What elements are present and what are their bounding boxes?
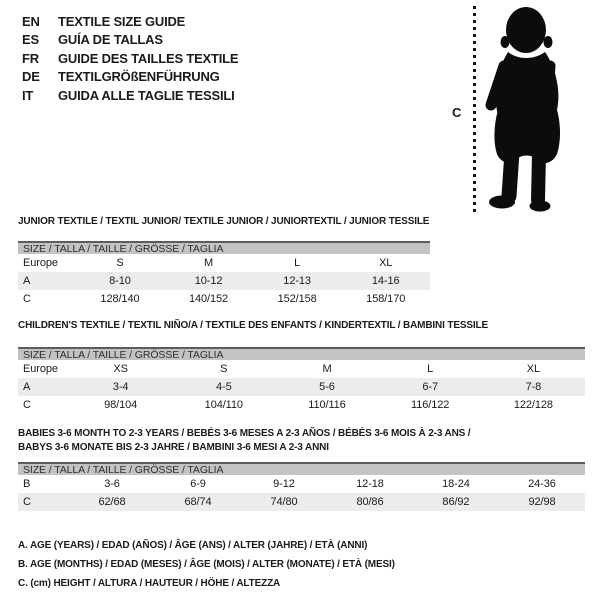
size-cell: 128/140 (100, 292, 140, 305)
row-label: Europe (23, 256, 58, 269)
table-row-age (18, 272, 430, 290)
height-c-label: C (452, 105, 462, 120)
footnote-b: B. AGE (MONTHS) / EDAD (MESES) / ÂGE (MOIS) / ALTER (MONATE) / ETÀ (MESI) (18, 559, 395, 570)
section-title-line: BABIES 3-6 MONTH TO 2-3 YEARS / BEBÉS 3-6 MESES A 2-3 AÑOS / BÉBÉS 3-6 MOIS À 2-3 ANS / (18, 428, 471, 439)
size-cell: 158/170 (366, 292, 406, 305)
children-section-title (18, 319, 585, 333)
size-cell: 5-6 (319, 380, 335, 393)
babies-section-title (18, 427, 585, 454)
size-cell: 7-8 (525, 380, 542, 393)
row-label: C (23, 398, 31, 411)
size-cell: 98/104 (104, 398, 138, 411)
size-cell: 122/128 (513, 398, 553, 411)
size-cell: L (294, 256, 301, 269)
row-label: A (23, 274, 31, 287)
size-cell: 6-7 (422, 380, 438, 393)
language-code: ES (22, 32, 39, 48)
size-cell: L (427, 362, 434, 375)
size-cell: 12-18 (356, 478, 384, 490)
size-cell: 3-6 (104, 478, 120, 490)
size-cell: S (220, 362, 228, 375)
size-cell: 104/110 (204, 398, 243, 411)
language-title: TEXTILE SIZE GUIDE (58, 13, 186, 29)
table-row-height (18, 396, 585, 414)
size-cell: 12-13 (283, 274, 311, 287)
language-row-de (22, 68, 238, 87)
table-row-height (18, 290, 430, 308)
language-row-en (22, 12, 238, 31)
size-cell: 74/80 (270, 496, 298, 508)
size-cell: M (204, 256, 214, 269)
row-label: C (23, 496, 31, 508)
size-cell: M (322, 362, 332, 375)
children-size-table (18, 360, 585, 414)
size-cell: 110/116 (308, 398, 346, 411)
size-cell: 152/158 (277, 292, 317, 305)
babies-size-header-bar: SIZE / TALLA / TAILLE / GRÖSSE / TAGLIA (18, 462, 585, 475)
size-cell: 9-12 (273, 478, 295, 490)
size-cell: 86/92 (442, 496, 470, 508)
baby-height-figure (440, 0, 600, 220)
junior-section (18, 215, 430, 308)
junior-size-header-bar: SIZE / TALLA / TAILLE / GRÖSSE / TAGLIA (18, 241, 430, 254)
table-row-height (18, 493, 585, 511)
junior-section-title (18, 215, 430, 229)
language-title: GUIDE DES TAILLES TEXTILE (58, 50, 239, 66)
table-row-age (18, 378, 585, 396)
size-cell: 3-4 (112, 380, 129, 393)
section-title-line: BABYS 3-6 MONATE BIS 2-3 JAHRE / BAMBINI 3-6 MESI A 2-3 ANNI (18, 441, 329, 453)
language-row-es (22, 31, 238, 50)
language-title: TEXTILGRÖßENFÜHRUNG (58, 69, 220, 85)
size-cell: 18-24 (442, 478, 470, 490)
size-cell: XL (379, 256, 393, 269)
footnote-c: C. (cm) HEIGHT / ALTURA / HAUTEUR / HÖHE / ALTEZZA (18, 578, 281, 589)
size-cell: 10-12 (194, 274, 223, 287)
size-cell: S (116, 256, 124, 269)
size-cell: 8-10 (109, 274, 131, 287)
size-cell: 92/98 (528, 496, 556, 508)
row-label: Europe (23, 362, 58, 375)
section-title-line: JUNIOR TEXTILE / TEXTIL JUNIOR/ TEXTILE JUNIOR / JUNIORTEXTIL / JUNIOR TESSILE (18, 216, 430, 227)
language-list (22, 12, 238, 105)
language-code: FR (22, 50, 39, 66)
row-label: B (23, 478, 31, 490)
table-row-europe (18, 360, 585, 378)
babies-section (18, 427, 585, 511)
size-cell: 62/68 (98, 496, 126, 508)
size-cell: 4-5 (215, 380, 232, 393)
language-code: DE (22, 69, 40, 85)
size-cell: 116/122 (411, 398, 450, 411)
size-cell: XS (113, 362, 128, 375)
legend-footnotes (18, 536, 395, 593)
table-row-europe (18, 254, 430, 272)
footnote-a: A. AGE (YEARS) / EDAD (AÑOS) / ÂGE (ANS) / ALTER (JAHRE) / ETÀ (ANNI) (18, 540, 368, 551)
row-label: C (23, 292, 31, 305)
size-cell: 6-9 (190, 478, 206, 490)
size-cell: 24-36 (528, 478, 556, 490)
language-code: IT (22, 87, 34, 103)
size-cell: 140/152 (189, 292, 229, 305)
language-row-fr (22, 49, 238, 68)
junior-size-table (18, 254, 430, 308)
size-cell: 14-16 (371, 274, 400, 287)
size-cell: 80/86 (356, 496, 384, 508)
children-size-header-bar: SIZE / TALLA / TAILLE / GRÖSSE / TAGLIA (18, 347, 585, 360)
babies-size-table (18, 475, 585, 511)
section-title-line: CHILDREN'S TEXTILE / TEXTIL NIÑO/A / TEXTILE DES ENFANTS / KINDERTEXTIL / BAMBINI TESSILE (18, 320, 488, 331)
children-section (18, 319, 585, 414)
size-cell: 68/74 (184, 496, 212, 508)
language-code: EN (22, 13, 40, 29)
size-cell: XL (526, 362, 541, 375)
baby-silhouette-icon (482, 4, 582, 214)
table-row-age-months (18, 475, 585, 493)
height-measure-dotted-line (473, 6, 476, 212)
language-title: GUÍA DE TALLAS (58, 32, 163, 48)
language-row-it (22, 86, 238, 105)
language-title: GUIDA ALLE TAGLIE TESSILI (58, 87, 235, 103)
row-label: A (23, 380, 31, 393)
